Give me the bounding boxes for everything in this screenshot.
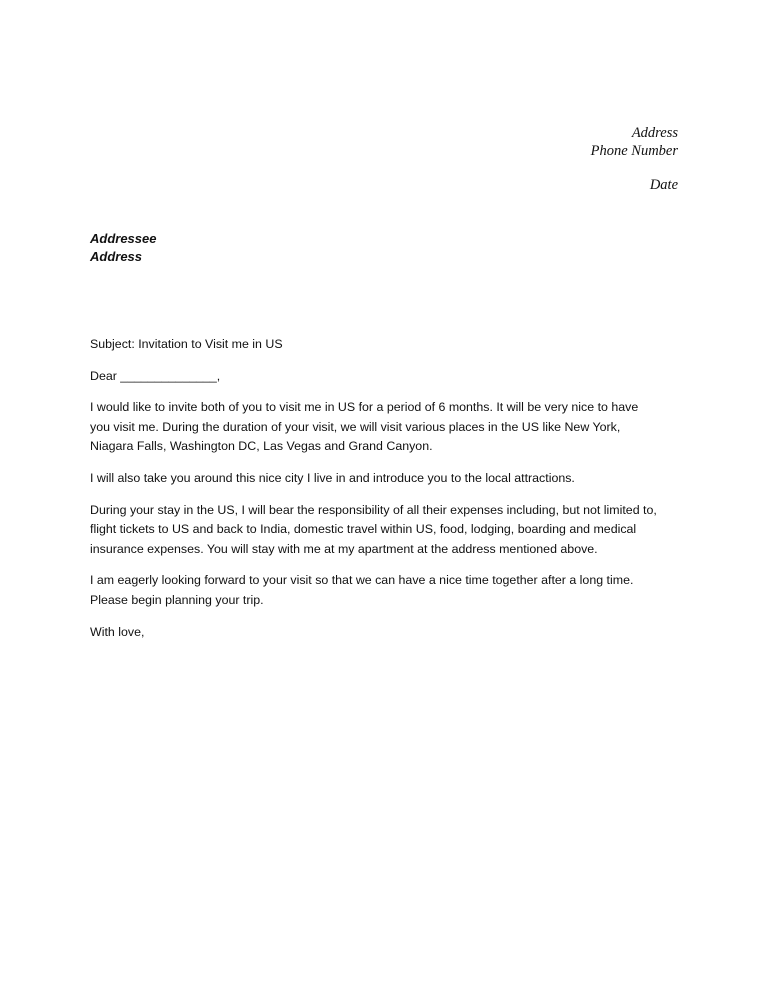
paragraph-looking-forward: [90, 571, 690, 610]
addressee-block: [90, 230, 156, 266]
sender-block: [591, 124, 678, 194]
letter-closing: With love,: [90, 624, 145, 639]
addressee-address: Address: [90, 249, 143, 264]
letter-subject: Subject: Invitation to Visit me in US: [90, 337, 283, 351]
paragraph-line: During your stay in the US, I will bear the responsibility of all their expenses including, but not limited to,: [90, 502, 657, 517]
paragraph-line: I would like to invite both of you to visit me in US for a period of 6 months. It will be very nice to have: [90, 400, 639, 415]
paragraph-line: you visit me. During the duration of your visit, we will visit various places in the US like New York,: [90, 419, 621, 434]
paragraph-line: flight tickets to US and back to India, domestic travel within US, food, lodging, boarding and medical: [90, 522, 637, 537]
paragraph-expenses: [90, 501, 690, 560]
sender-address: Address: [631, 125, 678, 141]
paragraph-line: Niagara Falls, Washington DC, Las Vegas and Grand Canyon.: [90, 439, 433, 454]
addressee-name: Addressee: [90, 231, 157, 246]
paragraph-line: I will also take you around this nice city I live in and introduce you to the local attractions.: [90, 470, 575, 485]
paragraph-line: insurance expenses. You will stay with me at my apartment at the address mentioned above.: [90, 541, 598, 556]
letter-body: [90, 335, 690, 654]
letter-date: Date: [649, 177, 678, 193]
paragraph-invitation: [90, 398, 690, 457]
sender-phone: Phone Number: [590, 143, 678, 159]
paragraph-line: I am eagerly looking forward to your visit so that we can have a nice time together after a long time.: [90, 573, 634, 588]
paragraph-local-tour: [90, 469, 690, 489]
paragraph-line: Please begin planning your trip.: [90, 592, 264, 607]
letter-salutation: Dear ______________,: [90, 368, 221, 383]
